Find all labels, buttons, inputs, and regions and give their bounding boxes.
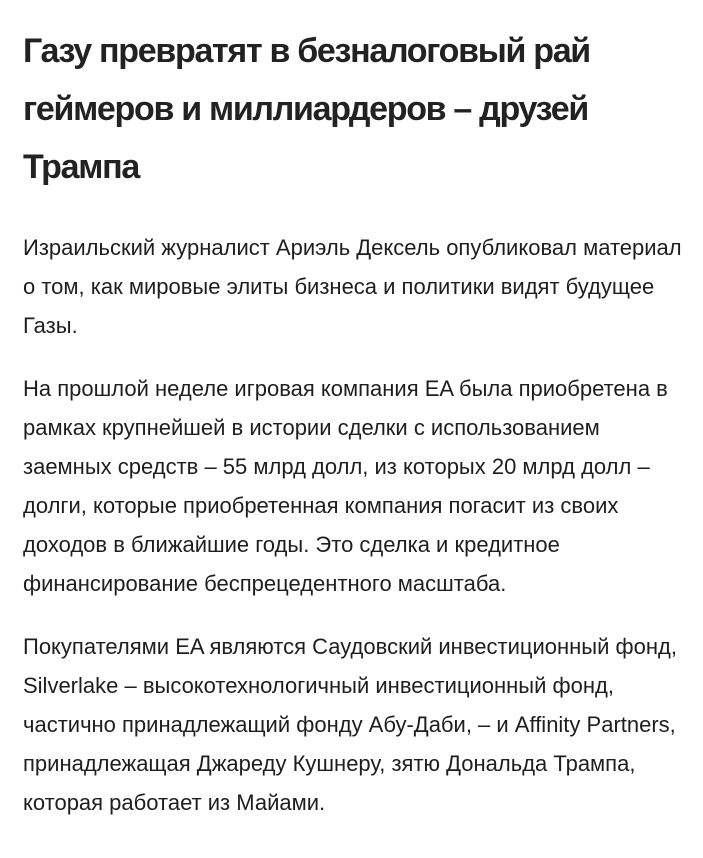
- article-paragraph: Покупателями EA являются Саудовский инвестиционный фонд, Silverlake – высокотехнологичный инвестиционный фонд, частично принадлежащий фонду Абу-Даби, – и Affinity Partners, принадлежащая Джареду Кушнеру, зятю Дональда Трампа, которая работает из Майами.: [23, 634, 677, 815]
- article-headline: Газу превратят в безналоговый рай геймеров и миллиардеров – друзей Трампа: [23, 32, 590, 186]
- article-paragraph: На прошлой неделе игровая компания EA была приобретена в рамках крупнейшей в истории сделки с использованием заемных средств – 55 млрд долл, из которых 20 млрд долл – долги, которые приобретенная компания погасит из своих доходов в ближайшие годы. Это сделка и кредитное финансирование беспрецедентного масштаба.: [23, 376, 668, 596]
- article-paragraph: Израильский журналист Ариэль Дексель опубликовал материал о том, как мировые элиты бизнеса и политики видят будущее Газы.: [23, 235, 682, 338]
- article: [23, 0, 691, 822]
